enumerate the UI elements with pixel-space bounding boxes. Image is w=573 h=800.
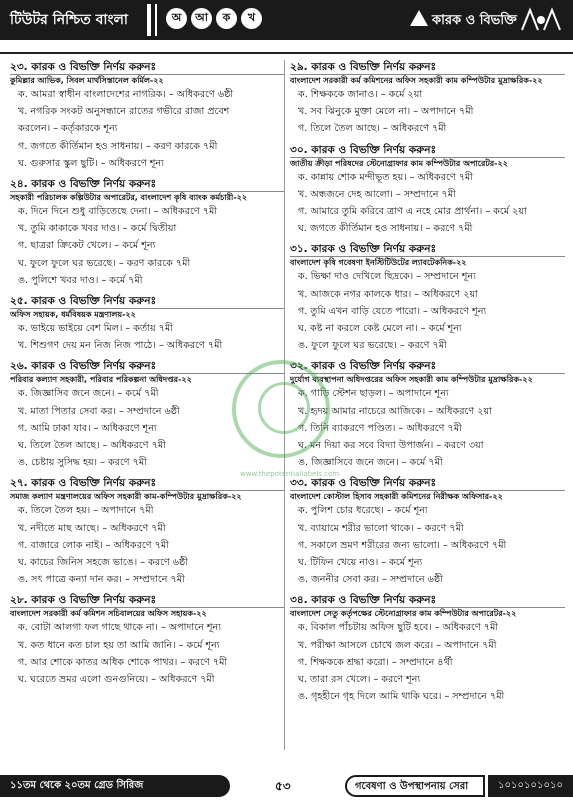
answer-item: গ. তিলে তৈল আছে। – অধিকরণে ৭মী — [298, 123, 447, 135]
answer-item: ক. গাড়ি স্টেশন ছাড়ল। – অপাদানে শূন্য — [298, 388, 449, 400]
answer-item: খ. নদীতে মাছ আছে। – অধিকরণে ৭মী — [18, 522, 166, 534]
letter-circle: আ — [191, 8, 212, 29]
question-block — [10, 177, 285, 289]
question-heading: ২৭. কারক ও বিভক্তি নির্ণয় করুনঃ — [10, 476, 285, 491]
question-heading: ৩২. কারক ও বিভক্তি নির্ণয় করুনঃ — [290, 359, 565, 374]
answer-item: খ. ব্যায়ামে শরীর ভালো থাকে। – করণে ৭মী — [298, 522, 464, 534]
question-heading: ৩৪. কারক ও বিভক্তি নির্ণয় করুনঃ — [290, 593, 565, 608]
right-column — [290, 60, 565, 710]
answer-item: গ. আমি ঢাকা যাব। – অধিকরণে শূন্য — [18, 422, 157, 434]
footer-pattern: ১০১০১০১০১০ — [488, 775, 573, 797]
answer-item: ক. জিজ্ঞাসিব জনে জনে। – কর্মে ৭মী — [18, 388, 159, 400]
answer-item: গ. ছাত্ররা ক্রিকেট খেলে। – কর্মে শূন্য — [18, 240, 156, 252]
question-source: বাংলাদেশ সরকারী কর্ম কমিশন সচিবালয়ের অফিস সহায়ক-২২ — [10, 609, 207, 619]
answer-item: ঙ. সৎ পাত্রে কন্যা দান কর। – সম্প্রদানে ৭মী — [18, 574, 185, 586]
answer-item: ঘ. গুরুসার স্কুল ছুটি। – অধিকরণে শূন্য — [18, 157, 164, 169]
question-source: সহকারী পরিচালক কল্পিউটার অপারেটর, বাংলাদেশ কৃষি ব্যাংক কর্মচারী-২২ — [10, 193, 248, 203]
question-source: বাংলাদেশ সরকারী কর্ম কমিশনের অফিস সহকারী কাম কম্পিউটার মুদ্রাক্ষরিক-২২ — [290, 76, 543, 85]
question-block — [290, 359, 565, 471]
answer-item: গ. আমারে তুমি করিবে ত্রাণ এ নহে মোর প্রার্থনা। – কর্মে ২য়া — [298, 206, 527, 218]
header-title-left: টিউটর নিশ্চিত বাংলা — [10, 12, 128, 28]
watermark-logo-icon — [232, 360, 330, 458]
question-block — [290, 476, 565, 588]
answer-item: খ. পরীক্ষা আসলে চোখে জল করে। – অপাদানে ৭মী — [298, 639, 497, 651]
question-block — [290, 60, 565, 138]
header-divider — [147, 4, 151, 36]
answer-item: খ. আজকে নগর কালকে ধার। – অধিকরণে ২য়া — [298, 288, 478, 300]
question-source: কুমিল্লার আভিক, সিবল মার্থসিস্তানেল কর্মিল-২২ — [10, 76, 164, 85]
answer-item: ক. শিক্ষককে জানাও। – কর্মে ২য়া — [298, 89, 423, 100]
answer-item: ক. বিকাল পাঁচটায় অফিস ছুটি হবে। – অধিকরণে ৭মী — [298, 622, 499, 634]
question-block — [10, 593, 285, 688]
answer-item: ঙ. পুলিশে খবর দাও। – কর্মে ৭মী — [18, 274, 143, 286]
header-title-right: কারক ও বিভক্তি — [432, 13, 517, 28]
footer-tagline: গবেষণা ও উপস্থাপনায় সেরা — [345, 775, 485, 797]
question-heading: ২৯. কারক ও বিভক্তি নির্ণয় করুনঃ — [290, 60, 565, 75]
answer-item: খ. অন্ধজনে দেহ আলো। – সম্প্রদানে ৭মী — [298, 188, 456, 200]
answer-item: ক. কান্নায় শোক মন্দীভূত হয়। – অধিকরণে ৭মী — [298, 171, 473, 183]
answer-item: গ. তিনি ব্যাকরণে পণ্ডিত। – অধিকরণে ৭মী — [298, 422, 462, 434]
question-heading: ৩০. কারক ও বিভক্তি নির্ণয় করুনঃ — [290, 143, 565, 158]
question-block — [290, 593, 565, 705]
answer-item: গ. সকালে ভ্রমণ শরীরের জন্য ভালো। – অধিকরণে ৭মী — [298, 539, 507, 551]
answer-item: ক. তিলে তৈল হয়। – অপাদানে ৭মী — [18, 505, 154, 517]
letter-circle: অ — [166, 8, 187, 29]
question-block — [290, 143, 565, 238]
question-block — [290, 242, 565, 354]
answer-item: গ. আর শোকে কাতর অধিক শোকে পাথর। – করণে ৭মী — [18, 656, 228, 668]
answer-item: ঘ. কষ্ট না করলে কেষ্ট মেলে না। – কর্মে শূন্য — [298, 323, 462, 335]
answer-item: ঘ. ঘরেতে ভ্রমর এলো গুনগুনিয়ে। – অধিকরণে ৭মী — [18, 674, 215, 686]
answer-item: ক. বোটা আলগা ফল গাছে থাকে না। – অপাদানে শূন্য — [18, 622, 222, 634]
question-source: বাংলাদেশ সেতু কর্তৃপক্ষের স্টেনোগ্রাফার কাম কম্পিউটার অপারেটর-২২ — [290, 609, 517, 619]
answer-item: খ. নগরিক সংকট অনুসন্ধানে রাতের গভীরে রাজা প্রবেশ — [18, 106, 230, 118]
question-heading: ৩১. কারক ও বিভক্তি নির্ণয় করুনঃ — [290, 242, 565, 257]
answer-item: ক. আমরা স্বাধীন বাংলাদেশের নাগরিক। – অধিকরণে ৬ষ্ঠী — [18, 89, 234, 100]
question-heading: ২৮. কারক ও বিভক্তি নির্ণয় করুনঃ — [10, 593, 285, 608]
answer-item: ক. পুলিশ চোর ধরেছে। – কর্মে শূন্য — [298, 505, 428, 517]
question-heading: ২৫. কারক ও বিভক্তি নির্ণয় করুনঃ — [10, 294, 285, 309]
question-heading: ২৪. কারক ও বিভক্তি নির্ণয় করুনঃ — [10, 177, 285, 192]
header-letter-circles — [166, 8, 262, 29]
answer-item: খ. শিশুগণ দেয় মন নিজ নিজ পাঠে। – অধিকরণে ৭মী — [18, 340, 223, 352]
answer-item: গ. তুমি এখন বাড়ি যেতে পারো। – অধিকরণে শূন্য — [298, 305, 487, 317]
page-footer — [0, 773, 573, 800]
answer-item: ক. ভিক্ষা দাও দেখিলে ছিদ্রকে। – সম্প্রদানে শূন্য — [298, 271, 476, 283]
answer-item: ঘ. তিলে তৈল আছে। – অধিকরণে ৭মী — [18, 440, 166, 452]
answer-item: ঘ. ফুলে ফুলে ঘর ভরেছে। – করণ কারকে ৭মী — [18, 257, 191, 269]
letter-circle: খ — [241, 8, 262, 29]
page-header — [0, 0, 573, 54]
question-source: বাংলাদেশ কৃষি গবেষণা ইনস্টিটিউটের ল্যাবটেকনিক-২২ — [290, 258, 467, 268]
page-number: ৫৩ — [275, 779, 291, 793]
answer-item: ঘ. মন দিয়া কর সবে বিদ্যা উপার্জন। – করণে ৩য়া — [298, 440, 484, 452]
question-source: বাংলাদেশ কোস্টাল হিসাব সহকারী কমিশনের নিরীক্ষক অফিসার-২২ — [290, 492, 503, 502]
footer-series: ১১তম থেকে ২০তম গ্রেড সিরিজ — [0, 775, 230, 797]
question-block — [10, 294, 285, 354]
answer-item: ঘ. তারা রস খেলে। – করণে শূন্য — [298, 674, 421, 686]
answer-item: ঙ. গৃহহীনে গৃহ দিলে আমি থাকি ঘরে। – সম্প্রদানে ৭মী — [298, 691, 505, 703]
watermark-text: www.thepotentiallabels.com — [240, 470, 340, 478]
answer-item: ঘ. জগতে কীর্তিমান হও সাধনায়। – করণে ৭মী — [298, 223, 473, 235]
letter-circle: ক — [216, 8, 237, 29]
question-heading: ৩৩. কারক ও বিভক্তি নির্ণয় করুনঃ — [290, 476, 565, 491]
answer-item: করলেন। – কর্তৃকারকে শূন্য — [18, 123, 118, 135]
answer-item: খ. সব ঝিনুকে মুক্তা মেলে না। – অপাদানে ৭মী — [298, 106, 474, 118]
answer-item: ঙ. জিজ্ঞাসিবে জনে জনে। – কর্মে ৭মী — [298, 457, 443, 469]
question-source: দুর্যোগ ব্যবস্থাপনা অধিদপ্তরের অফিস সহকারী কাম কম্পিউটার মুদ্রাক্ষরিক-২২ — [290, 375, 533, 385]
answer-item: গ. বাজারে লোক নাই। – অধিকরণে ৭মী — [18, 539, 169, 551]
answer-item: ঘ. টিফিন খেয়ে নাও। – কর্মে শূন্য — [298, 557, 423, 569]
question-block — [10, 60, 285, 172]
answer-item: গ. জগতে কীর্তিমান হও সাধনায়। – করণ কারকে ৭মী — [18, 140, 218, 152]
question-source: অফিস সহায়ক, ধর্মবিষয়ক মন্ত্রণালয়-২২ — [10, 310, 136, 320]
question-block — [10, 476, 285, 588]
answer-item: খ. তুমি কাকাকে খবর দাও। – কর্মে দ্বিতীয়া — [18, 223, 177, 235]
ornament-logo-icon — [518, 6, 564, 34]
answer-item: গ. শিক্ষককে শ্রদ্ধা করো। – সম্প্রদানে ৪র্থী — [298, 656, 453, 668]
answer-item: ক. ভাইয়ে ভাইয়ে বেশ মিল। – কর্তায় ৭মী — [18, 323, 173, 335]
answer-item: ঘ. কাচের জিনিস সহজে ভাঙে। – করণে ৬ষ্ঠী — [18, 557, 189, 569]
question-source: জাতীয় ক্রীড়া পরিষদের স্টেনোগ্রাফার কাম কম্পিউটার অপারেটর-২২ — [290, 158, 508, 168]
answer-item: ঙ. ফুলে ফুলে ঘর ভরেছে। – করণে ৭মী — [298, 340, 447, 352]
question-source: পরিবার কল্যাণ সহকারী, পরিবার পরিকল্পনা অধিদপ্তর-২২ — [10, 375, 192, 385]
answer-item: ঙ. চেষ্টায় সুসিদ্ধ হয়। – করণে ৭মী — [18, 457, 147, 469]
question-source: সমাজ কল্যাণ মন্ত্রণালয়ের অফিস সহকারী কাম-কম্পিউটার মুদ্রাক্ষরিক-২২ — [10, 492, 242, 502]
answer-item: ঙ. জননীর সেবা কর। – সম্প্রদানে ৬ষ্ঠী — [298, 574, 443, 586]
answer-item: খ. মাতা পিতার সেবা কর। – সম্প্রদানে ৬ষ্ঠী — [18, 405, 180, 417]
answer-item: খ. হৃদয় আমার নাচেরে আজিকে। – অধিকরণে ২য়া — [298, 405, 492, 417]
question-heading: ২৩. কারক ও বিভক্তি নির্ণয় করুনঃ — [10, 60, 285, 75]
answer-item: খ. কত ধানে কত চাল হয় তা আমি জানি। – কর্মে শূন্য — [18, 639, 220, 651]
question-heading: ২৬. কারক ও বিভক্তি নির্ণয় করুনঃ — [10, 359, 285, 374]
header-divider-thin — [155, 4, 157, 36]
pyramid-icon — [410, 10, 428, 26]
answer-item: ক. দিনে দিনে শুধু বাড়িতেছে দেনা। – অধিকরণে ৭মী — [18, 206, 218, 218]
